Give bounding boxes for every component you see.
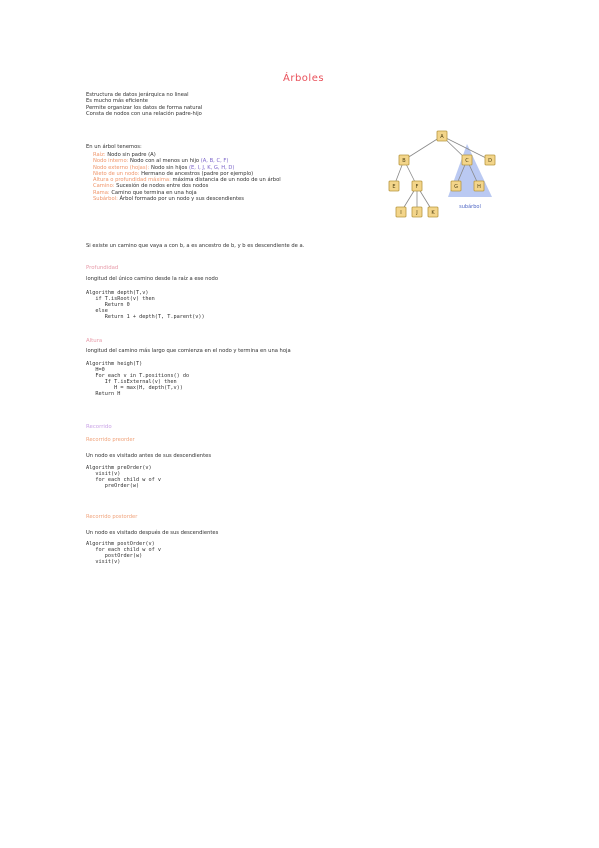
term-key: Altura o profundidad máxima: [93, 177, 171, 184]
tree-diagram [380, 124, 505, 220]
node-label: I [400, 210, 402, 216]
tree-node [412, 181, 422, 191]
term-key: Subárbol: [93, 196, 118, 203]
depth-code [86, 290, 205, 320]
path-note: Si existe un camino que vaya a con b, a es ancestro de b, y b es descendiente de a. [86, 243, 305, 249]
node-label: G [454, 184, 458, 190]
term-text: Nodo sin padre (A) [107, 152, 156, 158]
intro-line: Es mucho más eficiente [86, 98, 148, 105]
intro-block [86, 92, 202, 117]
term-highlight: (E, I, J, K, G, H, D) [188, 164, 235, 171]
page-title: Árboles [283, 73, 325, 84]
tree-node [396, 207, 406, 217]
tree-node [399, 155, 409, 165]
term-item [93, 196, 281, 202]
term-text: Nodo con al menos un hijo [130, 158, 200, 165]
intro-line: Consta de nodos con una relación padre-hijo [86, 110, 202, 117]
term-text: máxima distancia de un nodo de un árbol [172, 177, 281, 184]
term-key: Raíz: [93, 152, 106, 158]
tree-node [389, 181, 399, 191]
code-line: for each child w of v [86, 477, 161, 483]
tree-node [412, 207, 422, 217]
term-highlight: (A, B, C, F) [200, 158, 229, 165]
preorder-desc: Un nodo es visitado antes de sus descendientes [86, 453, 212, 459]
tree-node [428, 207, 438, 217]
depth-desc: longitud del único camino desde la raíz a ese nodo [86, 276, 219, 282]
node-label: A [440, 134, 444, 140]
code-line: Return 0 [86, 302, 130, 308]
term-text: Sucesión de nodos entre dos nodos [116, 183, 209, 190]
node-label: D [488, 158, 492, 164]
tree-node [474, 181, 484, 191]
code-line: Return H [86, 391, 121, 397]
terms-heading: En un árbol tenemos: [86, 144, 142, 150]
code-line: visit(v) [86, 559, 121, 565]
code-line: If T.isExternal(v) then [86, 379, 177, 385]
term-text: Árbol formado por un nodo y sus descendientes [119, 196, 244, 203]
term-text: Nodo sin hijos [150, 164, 188, 171]
height-heading: Altura [86, 338, 103, 344]
preorder-heading: Recorrido preorder [86, 437, 135, 443]
tree-node [485, 155, 495, 165]
node-label: C [465, 158, 469, 164]
traversal-heading: Recorrido [86, 424, 112, 430]
subtree-label: subárbol [459, 204, 481, 210]
tree-node [437, 131, 447, 141]
node-label: H [477, 184, 481, 190]
term-key: Rama: [93, 189, 110, 196]
node-label: E [392, 184, 396, 190]
height-desc: longitud del camino más largo que comienza en el nodo y termina en una hoja [86, 348, 291, 354]
code-line: For each v in T.positions() do [86, 373, 190, 379]
code-line: H = max(H, depth(T,v)) [86, 385, 183, 391]
term-key: Nodo interno: [93, 158, 129, 165]
postorder-code [86, 541, 161, 565]
code-line: H=0 [86, 367, 105, 373]
preorder-code [86, 465, 161, 489]
code-line: preOrder(w) [86, 483, 140, 489]
node-label: F [415, 184, 419, 190]
code-line: Return 1 + depth(T, T.parent(v)) [86, 314, 205, 320]
height-code [86, 361, 189, 397]
code-line: Algorithm postOrder(v) [86, 541, 155, 547]
node-label: B [402, 158, 406, 164]
code-line: if T.isRoot(v) then [86, 296, 155, 302]
terms-list [93, 152, 281, 202]
tree-node [462, 155, 472, 165]
code-line: Algorithm preOrder(v) [86, 465, 152, 471]
node-label: J [416, 210, 418, 216]
postorder-heading: Recorrido postorder [86, 514, 138, 520]
term-key: Camino: [93, 183, 115, 190]
intro-line: Permite organizar los datos de forma natural [86, 104, 203, 111]
tree-edge [404, 136, 442, 160]
code-line: postOrder(w) [86, 553, 143, 559]
depth-heading: Profundidad [86, 265, 119, 271]
term-key: Nodo externo (hojas): [93, 164, 150, 171]
code-line: visit(v) [86, 471, 121, 477]
term-key: Nieto de un nodo: [93, 170, 140, 177]
tree-node [451, 181, 461, 191]
code-line: for each child w of v [86, 547, 161, 553]
code-line: Algorithm depth(T,v) [86, 290, 149, 296]
term-text: Camino que termina en una hoja [111, 189, 197, 196]
intro-line: Estructura de datos jerárquica no lineal [86, 92, 189, 98]
term-text: Hermano de ancestros (padre por ejemplo) [141, 170, 254, 177]
postorder-desc: Un nodo es visitado después de sus descendientes [86, 530, 219, 536]
node-label: K [431, 210, 435, 216]
code-line: Algorithm heigh(T) [86, 361, 143, 367]
code-line: else [86, 308, 108, 314]
